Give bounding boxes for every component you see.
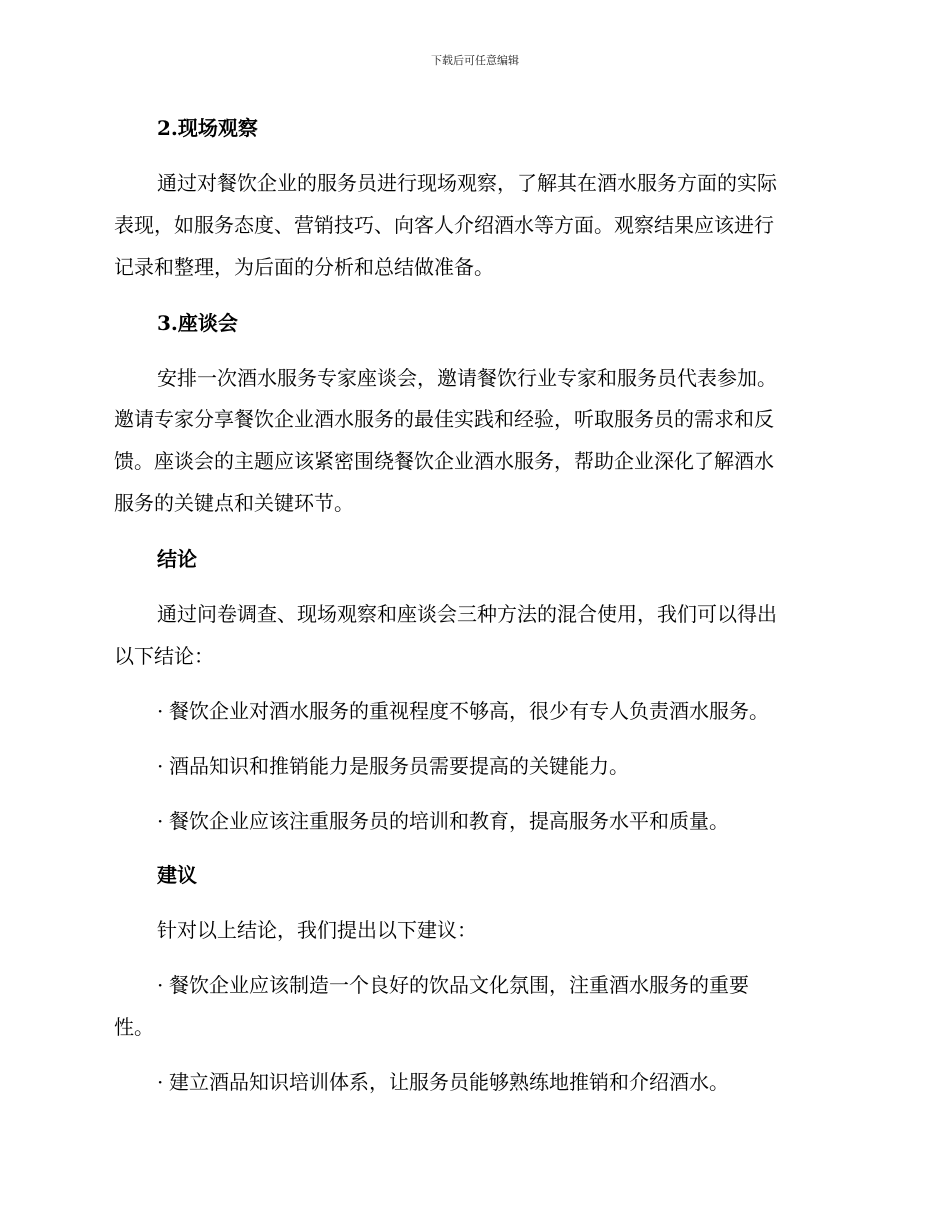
section-heading-observation: 2.现场观察: [157, 116, 258, 140]
list-item: [157, 753, 629, 779]
paragraph-line: 邀请专家分享餐饮企业酒水服务的最佳实践和经验，听取服务员的需求和反: [114, 407, 774, 431]
list-item-text: 酒品知识和推销能力是服务员需要提高的关键能力。: [169, 754, 629, 778]
bullet-marker: ·: [157, 973, 164, 997]
paragraph-line: 服务的关键点和关键环节。: [114, 491, 354, 515]
paragraph-line: 通过问卷调查、现场观察和座谈会三种方法的混合使用，我们可以得出: [157, 602, 777, 626]
paragraph-line: 通过对餐饮企业的服务员进行现场观察，了解其在酒水服务方面的实际: [157, 171, 777, 195]
list-item: [157, 1069, 729, 1095]
list-item: [157, 808, 729, 834]
paragraph-line: 针对以上结论，我们提出以下建议：: [157, 918, 477, 942]
paragraph-line: 馈。座谈会的主题应该紧密围绕餐饮企业酒水服务，帮助企业深化了解酒水: [114, 449, 774, 473]
section-heading-forum: 3.座谈会: [157, 311, 238, 335]
list-item-text: 餐饮企业应该注重服务员的培训和教育，提高服务水平和质量。: [169, 809, 729, 833]
list-item-continuation: 性。: [114, 1015, 154, 1039]
paragraph-line: 安排一次酒水服务专家座谈会，邀请餐饮行业专家和服务员代表参加。: [157, 366, 777, 390]
bullet-marker: ·: [157, 1070, 164, 1094]
list-item: [157, 698, 769, 724]
paragraph-line: 以下结论：: [114, 644, 214, 668]
section-heading-suggestion: 建议: [157, 863, 197, 887]
list-item: [157, 972, 749, 998]
list-item-text: 建立酒品知识培训体系，让服务员能够熟练地推销和介绍酒水。: [169, 1070, 729, 1094]
bullet-marker: ·: [157, 754, 164, 778]
paragraph-line: 记录和整理，为后面的分析和总结做准备。: [114, 255, 494, 279]
bullet-marker: ·: [157, 809, 164, 833]
list-item-text: 餐饮企业应该制造一个良好的饮品文化氛围，注重酒水服务的重要: [169, 973, 749, 997]
page-header-note: 下载后可任意编辑: [431, 54, 519, 67]
list-item-text: 餐饮企业对酒水服务的重视程度不够高，很少有专人负责酒水服务。: [169, 699, 769, 723]
bullet-marker: ·: [157, 699, 164, 723]
paragraph-line: 表现，如服务态度、营销技巧、向客人介绍酒水等方面。观察结果应该进行: [114, 213, 774, 237]
section-heading-conclusion: 结论: [157, 547, 197, 571]
